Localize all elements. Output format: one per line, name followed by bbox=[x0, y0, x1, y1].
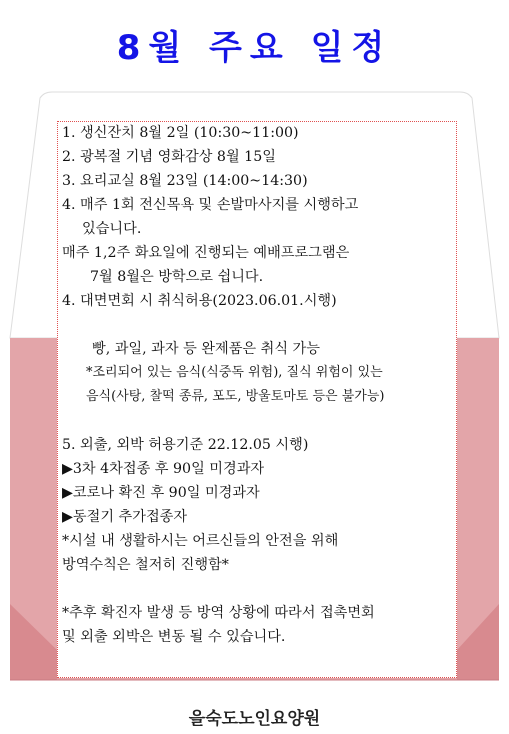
schedule-line: ▶코로나 확진 후 90일 미경과자 bbox=[62, 485, 260, 501]
organization-name: 을숙도노인요양원 bbox=[188, 709, 321, 729]
spacer bbox=[62, 313, 454, 337]
schedule-line: *시설 내 생활하시는 어르신들의 안전을 위해 bbox=[62, 533, 339, 549]
schedule-line: 매주 1,2주 화요일에 진행되는 예배프로그램은 bbox=[62, 245, 350, 261]
schedule-line: 방역수칙은 철저히 진행함* bbox=[62, 557, 229, 573]
schedule-line: 3. 요리교실 8월 23일 (14:00~14:30) bbox=[62, 173, 308, 189]
schedule-content bbox=[62, 121, 454, 649]
schedule-line: 빵, 과일, 과자 등 완제품은 취식 가능 bbox=[92, 341, 320, 357]
page-title: 8월 주요 일정 bbox=[116, 28, 393, 68]
schedule-line: 4. 매주 1회 전신목욕 및 손발마사지를 시행하고 bbox=[62, 197, 359, 213]
schedule-line: 7월 8월은 방학으로 쉽니다. bbox=[90, 269, 264, 285]
schedule-line: ▶동절기 추가접종자 bbox=[62, 509, 188, 525]
schedule-line: 및 외출 외박은 변동 될 수 있습니다. bbox=[62, 629, 286, 645]
schedule-line: 2. 광복절 기념 영화감상 8월 15일 bbox=[62, 149, 276, 165]
spacer bbox=[62, 577, 454, 601]
schedule-line: 음식(사탕, 찰떡 종류, 포도, 방울토마토 등은 불가능) bbox=[86, 389, 385, 404]
schedule-line: *추후 확진자 발생 등 방역 상황에 따라서 접촉면회 bbox=[62, 605, 375, 621]
schedule-line: ▶3차 4차접종 후 90일 미경과자 bbox=[62, 461, 265, 477]
schedule-line: 있습니다. bbox=[82, 221, 142, 237]
spacer bbox=[62, 409, 454, 433]
schedule-line: *조리되어 있는 음식(식중독 위험), 질식 위험이 있는 bbox=[86, 365, 383, 380]
schedule-line: 1. 생신잔치 8월 2일 (10:30~11:00) bbox=[62, 125, 299, 141]
schedule-line: 4. 대면면회 시 취식허용(2023.06.01.시행) bbox=[62, 293, 337, 309]
schedule-line: 5. 외출, 외박 허용기준 22.12.05 시행) bbox=[62, 437, 309, 453]
